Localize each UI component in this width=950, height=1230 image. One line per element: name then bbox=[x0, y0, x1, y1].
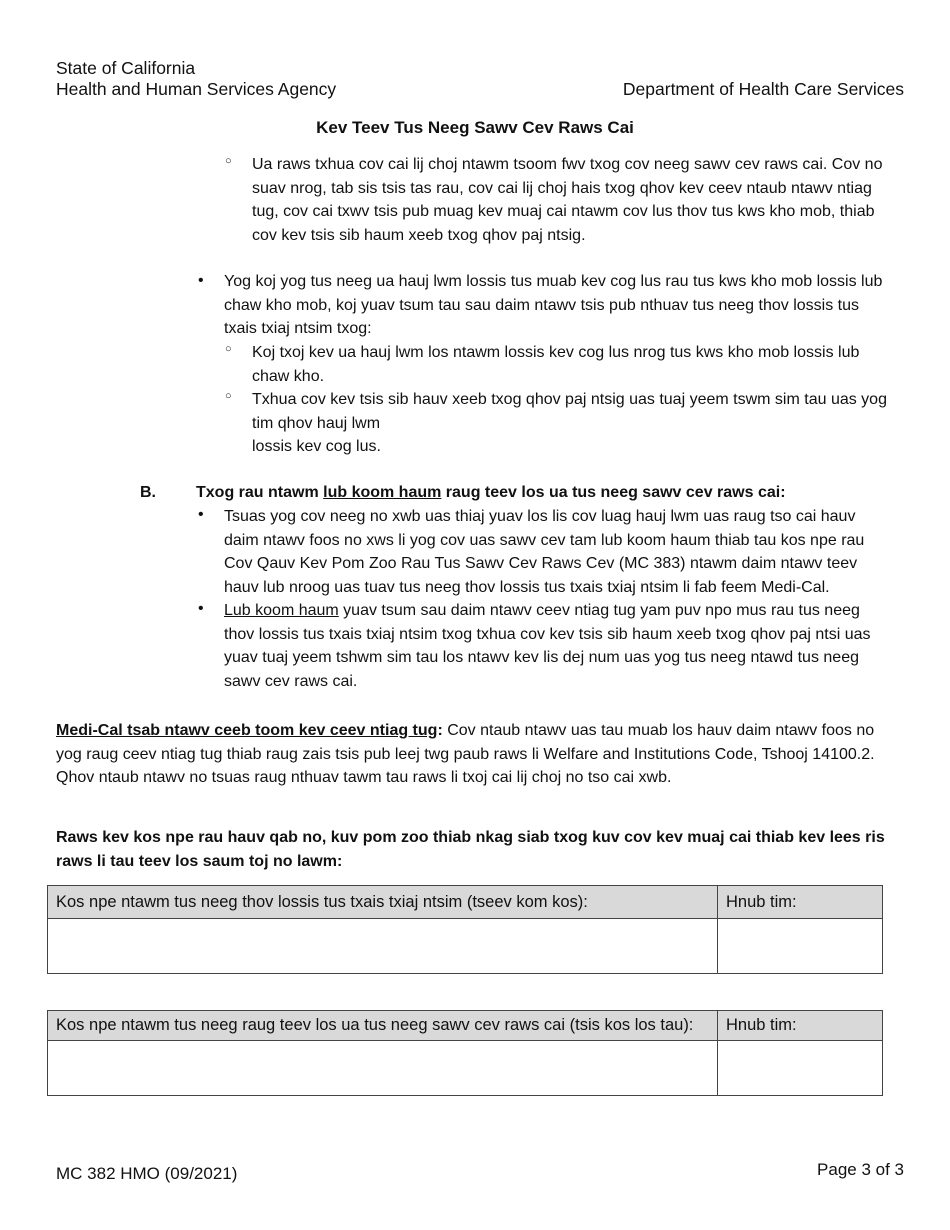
date-label: Hnub tim: bbox=[718, 886, 883, 919]
bullet-text: Lub koom haum yuav tsum sau daim ntawv ceev ntiag tug yam puv npo mus rau tus neeg thov lossis tus txais txiaj ntsim txog txhua cov kev tsis sib haum xeeb txog qhov paj ntsi uas yuav tuaj yeem tshwm sim tau los ntawv kev lis dej num uas yog tus neeg ntawd tus neeg sawv cev raws cai. bbox=[224, 602, 871, 690]
representative-signature-field[interactable] bbox=[48, 1041, 718, 1096]
representative-signature-label: Kos npe ntawm tus neeg raug teev los ua tus neeg sawv cev raws cai (tsis kos los tau): bbox=[48, 1011, 718, 1041]
page-number: Page 3 of 3 bbox=[817, 1160, 904, 1179]
sub-bullet-marker: ○ bbox=[225, 155, 232, 167]
agency-name: Health and Human Services Agency bbox=[56, 79, 337, 99]
sub-bullet-marker: ○ bbox=[225, 390, 232, 402]
section-letter: B. bbox=[140, 484, 156, 501]
sub-bullet-text: Koj txoj kev ua hauj lwm los ntawm lossis kev cog lus nrog tus kws kho mob lossis lub chaw kho. bbox=[252, 344, 860, 385]
confidentiality-notice: Medi-Cal tsab ntawv ceeb toom kev ceev ntiag tug: Cov ntaub ntawv uas tau muab los hauv daim ntawv foos no yog raug ceev ntiag tug thiab raug zais tsis pub leej twg paub raws li Welfare and Institutions Code, Tshooj 14100.2. Qhov ntaub ntawv no tsuas raug nthuav tawm tau raws li txoj cai lij choj no tso cai xwb. bbox=[56, 722, 875, 786]
date-label: Hnub tim: bbox=[718, 1011, 883, 1041]
page-title: Kev Teev Tus Neeg Sawv Cev Raws Cai bbox=[316, 118, 634, 137]
representative-date-field[interactable] bbox=[718, 1041, 883, 1096]
department-name: Department of Health Care Services bbox=[622, 79, 904, 99]
bullet-marker: • bbox=[198, 272, 204, 289]
applicant-signature-field[interactable] bbox=[48, 919, 718, 974]
sub-bullet-text: Ua raws txhua cov cai lij choj ntawm tsoom fwv txog cov neeg sawv cev raws cai. Cov no suav nrog, tab sis tsis tas rau, cov cai lij choj hais txog qhov kev ceev ntaub ntawv ntiag tug, cov cai txwv tsis pub muag kev muaj cai ntawm cov lus thov tus kws kho mob, thiab cov kev tsis sib haum xeeb txog qhov paj ntsig. bbox=[252, 156, 883, 244]
signature-instruction: Raws kev kos npe rau hauv qab no, kuv pom zoo thiab nkag siab txog kuv cov kev muaj cai thiab kev lees ris raws li tau teev los saum toj no lawm: bbox=[56, 829, 885, 870]
section-heading: Txog rau ntawm lub koom haum raug teev los ua tus neeg sawv cev raws cai: bbox=[196, 484, 786, 501]
bullet-marker: • bbox=[198, 506, 204, 523]
bullet-text: Yog koj yog tus neeg ua hauj lwm lossis tus muab kev cog lus rau tus kws kho mob lossis lub chaw kho mob, koj yuav tsum tau sau daim ntawv tsis pub nthuav tus neeg thov lossis tus txais txiaj ntsim txog: bbox=[224, 273, 883, 337]
applicant-signature-table bbox=[47, 885, 883, 974]
applicant-signature-label: Kos npe ntawm tus neeg thov lossis tus txais txiaj ntsim (tseev kom kos): bbox=[48, 886, 718, 919]
bullet-marker: • bbox=[198, 600, 204, 617]
bullet-text: Tsuas yog cov neeg no xwb uas thiaj yuav los lis cov luag hauj lwm uas raug tso cai hauv daim ntawv foos no xws li yog cov uas sawv cev tam lub koom haum thiab tau kos npe rau Cov Qauv Kev Pom Zoo Rau Tus Sawv Cev Raws Cev (MC 383) ntawm daim ntawv teev hauv lub nroog uas tuav tus neeg thov lossis tus txais txiaj ntsim li fab feem Medi-Cal. bbox=[224, 508, 865, 596]
representative-signature-table bbox=[47, 1010, 883, 1096]
sub-bullet-marker: ○ bbox=[225, 343, 232, 355]
applicant-date-field[interactable] bbox=[718, 919, 883, 974]
form-id: MC 382 HMO (09/2021) bbox=[56, 1164, 238, 1183]
state-name: State of California bbox=[56, 58, 196, 78]
sub-bullet-text: Txhua cov kev tsis sib hauv xeeb txog qhov paj ntsig uas tuaj yeem tswm sim tau uas yog tim qhov hauj lwm bbox=[252, 391, 887, 432]
sub-bullet-text-continued: lossis kev cog lus. bbox=[252, 438, 381, 455]
